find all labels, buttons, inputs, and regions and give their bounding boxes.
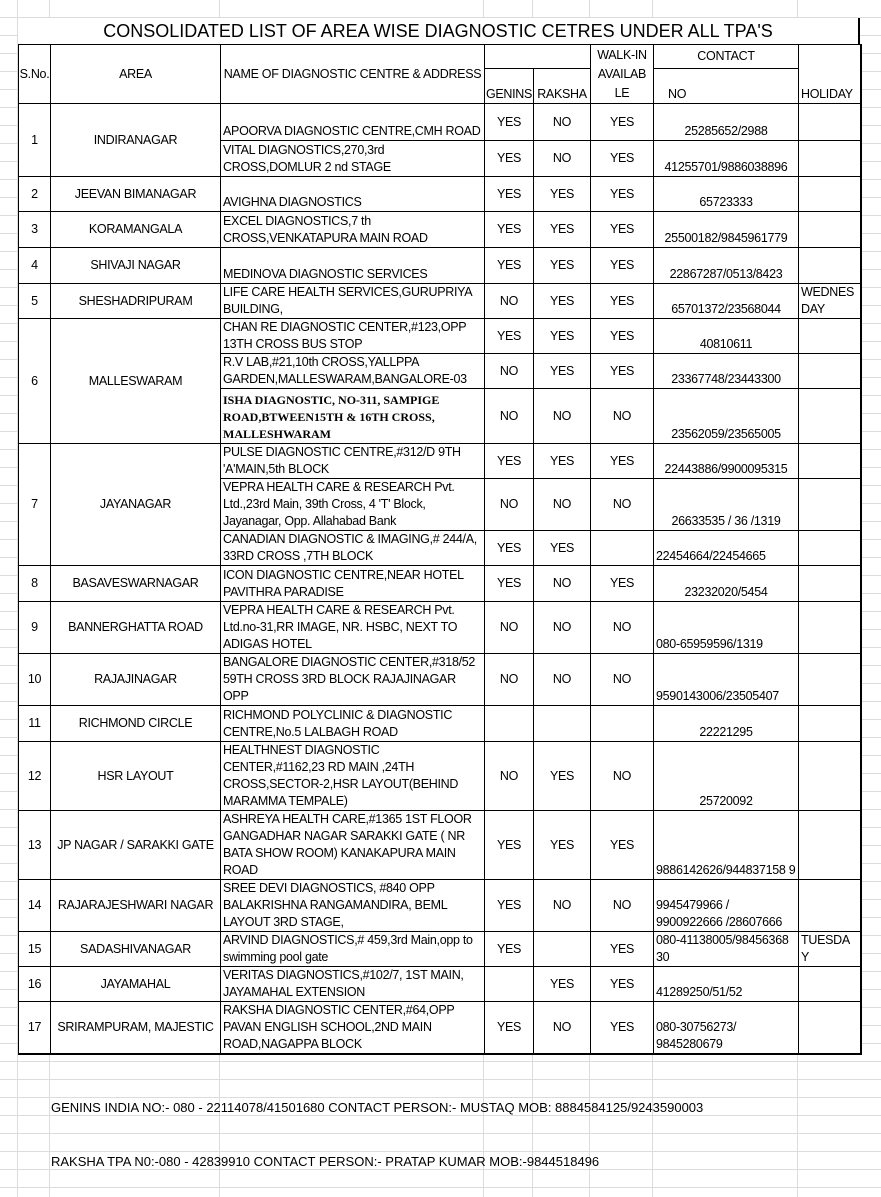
serial-number: 14 — [19, 880, 51, 932]
holiday — [799, 602, 861, 654]
contact-number: 9945479966 / 9900922666 /28607666 — [654, 880, 799, 932]
genins-status: YES — [485, 444, 534, 479]
walkin-status — [591, 706, 654, 742]
contact-number: 26633535 / 36 /1319 — [654, 479, 799, 531]
walkin-status: YES — [591, 248, 654, 284]
area-name: SHIVAJI NAGAR — [51, 248, 221, 284]
raksha-status: YES — [534, 354, 591, 389]
walkin-status: NO — [591, 742, 654, 811]
walkin-status — [591, 531, 654, 566]
walkin-status: YES — [591, 177, 654, 212]
holiday — [799, 212, 861, 248]
raksha-status — [534, 932, 591, 967]
header-sno: S.No. — [19, 45, 51, 104]
walkin-status: YES — [591, 566, 654, 602]
walkin-status: YES — [591, 811, 654, 880]
centre-name-address: ISHA DIAGNOSTIC, NO-311, SAMPIGE ROAD,BTWEEN15TH & 16TH CROSS, MALLESHWARAM — [221, 389, 485, 444]
walkin-status: NO — [591, 654, 654, 706]
header-walkin: WALK-IN AVAILAB LE — [591, 45, 654, 104]
area-name: JAYANAGAR — [51, 444, 221, 566]
table-row — [19, 602, 861, 654]
contact-number: 22454664/22454665 — [654, 531, 799, 566]
serial-number: 4 — [19, 248, 51, 284]
genins-status: YES — [485, 319, 534, 354]
raksha-status: NO — [534, 880, 591, 932]
area-name: SRIRAMPURAM, MAJESTIC — [51, 1002, 221, 1055]
table-row — [19, 932, 861, 967]
area-name: SHESHADRIPURAM — [51, 284, 221, 319]
area-name: INDIRANAGAR — [51, 104, 221, 177]
area-name: HSR LAYOUT — [51, 742, 221, 811]
walkin-status: YES — [591, 354, 654, 389]
holiday — [799, 566, 861, 602]
genins-status: YES — [485, 104, 534, 141]
raksha-status: NO — [534, 1002, 591, 1055]
raksha-status: YES — [534, 248, 591, 284]
table-row — [19, 104, 861, 141]
genins-status: YES — [485, 248, 534, 284]
contact-number: 23367748/23443300 — [654, 354, 799, 389]
genins-status: NO — [485, 479, 534, 531]
area-name: RAJARAJESHWARI NAGAR — [51, 880, 221, 932]
table-row — [19, 967, 861, 1002]
contact-number: 22867287/0513/8423 — [654, 248, 799, 284]
table-row — [19, 177, 861, 212]
holiday — [799, 531, 861, 566]
raksha-status: YES — [534, 531, 591, 566]
centre-name-address: RICHMOND POLYCLINIC & DIAGNOSTIC CENTRE,No.5 LALBAGH ROAD — [221, 706, 485, 742]
holiday — [799, 742, 861, 811]
genins-status: YES — [485, 811, 534, 880]
raksha-status: NO — [534, 602, 591, 654]
genins-status: YES — [485, 1002, 534, 1055]
holiday — [799, 104, 861, 141]
genins-status — [485, 967, 534, 1002]
holiday — [799, 444, 861, 479]
raksha-status: NO — [534, 389, 591, 444]
header-holiday: HOLIDAY — [799, 45, 861, 104]
raksha-status: NO — [534, 654, 591, 706]
area-name: RAJAJINAGAR — [51, 654, 221, 706]
serial-number: 12 — [19, 742, 51, 811]
raksha-status: YES — [534, 444, 591, 479]
walkin-status: YES — [591, 212, 654, 248]
holiday — [799, 1002, 861, 1055]
raksha-status: YES — [534, 811, 591, 880]
area-name: MALLESWARAM — [51, 319, 221, 444]
table-row — [19, 319, 861, 354]
genins-contact-note: GENINS INDIA NO:- 080 - 22114078/41501680 CONTACT PERSON:- MUSTAQ MOB: 8884584125/9243590003 — [51, 1100, 704, 1115]
serial-number: 2 — [19, 177, 51, 212]
holiday — [799, 479, 861, 531]
genins-status: YES — [485, 932, 534, 967]
serial-number: 13 — [19, 811, 51, 880]
holiday — [799, 654, 861, 706]
genins-status — [485, 706, 534, 742]
centre-name-address: MEDINOVA DIAGNOSTIC SERVICES — [221, 248, 485, 284]
centre-name-address: AVIGHNA DIAGNOSTICS — [221, 177, 485, 212]
walkin-status: NO — [591, 880, 654, 932]
walkin-status: YES — [591, 284, 654, 319]
header-contact-no: NO — [654, 69, 799, 104]
header-name: NAME OF DIAGNOSTIC CENTRE & ADDRESS — [221, 45, 485, 104]
walkin-status: YES — [591, 104, 654, 141]
contact-number: 23562059/23565005 — [654, 389, 799, 444]
genins-status: NO — [485, 602, 534, 654]
holiday — [799, 248, 861, 284]
holiday — [799, 354, 861, 389]
area-name: BANNERGHATTA ROAD — [51, 602, 221, 654]
contact-number: 080-30756273/ 9845280679 — [654, 1002, 799, 1055]
area-name: KORAMANGALA — [51, 212, 221, 248]
walkin-status: YES — [591, 444, 654, 479]
holiday — [799, 141, 861, 177]
serial-number: 3 — [19, 212, 51, 248]
contact-number: 65723333 — [654, 177, 799, 212]
table-row — [19, 742, 861, 811]
area-name: SADASHIVANAGAR — [51, 932, 221, 967]
raksha-status: YES — [534, 319, 591, 354]
centre-name-address: SREE DEVI DIAGNOSTICS, #840 OPP BALAKRISHNA RANGAMANDIRA, BEML LAYOUT 3RD STAGE, — [221, 880, 485, 932]
table-row — [19, 811, 861, 880]
serial-number: 9 — [19, 602, 51, 654]
raksha-status: NO — [534, 479, 591, 531]
genins-status: NO — [485, 284, 534, 319]
contact-number: 23232020/5454 — [654, 566, 799, 602]
table-row — [19, 444, 861, 479]
genins-status: NO — [485, 742, 534, 811]
genins-status: YES — [485, 212, 534, 248]
serial-number: 6 — [19, 319, 51, 444]
centre-name-address: VEPRA HEALTH CARE & RESEARCH Pvt. Ltd.,23rd Main, 39th Cross, 4 'T' Block, Jayanagar, Opp. Allahabad Bank — [221, 479, 485, 531]
raksha-status: YES — [534, 177, 591, 212]
centre-name-address: ICON DIAGNOSTIC CENTRE,NEAR HOTEL PAVITHRA PARADISE — [221, 566, 485, 602]
walkin-status: NO — [591, 602, 654, 654]
centre-name-address: ASHREYA HEALTH CARE,#1365 1ST FLOOR GANGADHAR NAGAR SARAKKI GATE ( NR BATA SHOW ROOM) KANAKAPURA MAIN ROAD — [221, 811, 485, 880]
serial-number: 16 — [19, 967, 51, 1002]
holiday — [799, 967, 861, 1002]
centre-name-address: CHAN RE DIAGNOSTIC CENTER,#123,OPP 13TH CROSS BUS STOP — [221, 319, 485, 354]
area-name: JEEVAN BIMANAGAR — [51, 177, 221, 212]
serial-number: 11 — [19, 706, 51, 742]
table-row — [19, 706, 861, 742]
raksha-status: NO — [534, 141, 591, 177]
centre-name-address: BANGALORE DIAGNOSTIC CENTER,#318/52 59TH CROSS 3RD BLOCK RAJAJINAGAR OPP — [221, 654, 485, 706]
holiday — [799, 389, 861, 444]
holiday — [799, 706, 861, 742]
centre-name-address: VEPRA HEALTH CARE & RESEARCH Pvt. Ltd.no-31,RR IMAGE, NR. HSBC, NEXT TO ADIGAS HOTEL — [221, 602, 485, 654]
centre-name-address: RAKSHA DIAGNOSTIC CENTER,#64,OPP PAVAN ENGLISH SCHOOL,2ND MAIN ROAD,NAGAPPA BLOCK — [221, 1002, 485, 1055]
centre-name-address: R.V LAB,#21,10th CROSS,YALLPPA GARDEN,MALLESWARAM,BANGALORE-03 — [221, 354, 485, 389]
genins-status: YES — [485, 141, 534, 177]
centre-name-address: VERITAS DIAGNOSTICS,#102/7, 1ST MAIN, JAYAMAHAL EXTENSION — [221, 967, 485, 1002]
genins-status: YES — [485, 177, 534, 212]
contact-number: 40810611 — [654, 319, 799, 354]
table-row — [19, 284, 861, 319]
diagnostic-centres-table — [18, 44, 862, 1055]
contact-number: 41289250/51/52 — [654, 967, 799, 1002]
page-title: CONSOLIDATED LIST OF AREA WISE DIAGNOSTIC CETRES UNDER ALL TPA'S — [18, 18, 860, 44]
table-row — [19, 566, 861, 602]
header-contact: CONTACT — [654, 45, 799, 69]
serial-number: 1 — [19, 104, 51, 177]
walkin-status: NO — [591, 389, 654, 444]
genins-status: NO — [485, 354, 534, 389]
header-raksha: RAKSHA — [534, 69, 591, 104]
genins-status: YES — [485, 880, 534, 932]
contact-number: 65701372/23568044 — [654, 284, 799, 319]
raksha-status: YES — [534, 284, 591, 319]
raksha-status: YES — [534, 742, 591, 811]
area-name: JAYAMAHAL — [51, 967, 221, 1002]
centre-name-address: LIFE CARE HEALTH SERVICES,GURUPRIYA BUILDING, — [221, 284, 485, 319]
genins-status: NO — [485, 389, 534, 444]
walkin-status: YES — [591, 141, 654, 177]
centre-name-address: VITAL DIAGNOSTICS,270,3rd CROSS,DOMLUR 2 nd STAGE — [221, 141, 485, 177]
centre-name-address: ARVIND DIAGNOSTICS,# 459,3rd Main,opp to swimming pool gate — [221, 932, 485, 967]
raksha-status: NO — [534, 104, 591, 141]
contact-number: 9886142626/944837158 9 — [654, 811, 799, 880]
serial-number: 15 — [19, 932, 51, 967]
holiday: WEDNES DAY — [799, 284, 861, 319]
centre-name-address: APOORVA DIAGNOSTIC CENTRE,CMH ROAD — [221, 104, 485, 141]
contact-number: 080-41138005/98456368 30 — [654, 932, 799, 967]
walkin-status: YES — [591, 319, 654, 354]
centre-name-address: CANADIAN DIAGNOSTIC & IMAGING,# 244/A, 33RD CROSS ,7TH BLOCK — [221, 531, 485, 566]
raksha-status: YES — [534, 212, 591, 248]
contact-number: 22443886/9900095315 — [654, 444, 799, 479]
contact-number: 9590143006/23505407 — [654, 654, 799, 706]
contact-number: 080-65959596/1319 — [654, 602, 799, 654]
contact-number: 41255701/9886038896 — [654, 141, 799, 177]
table-row — [19, 248, 861, 284]
area-name: BASAVESWARNAGAR — [51, 566, 221, 602]
holiday — [799, 880, 861, 932]
raksha-status: YES — [534, 967, 591, 1002]
area-name: RICHMOND CIRCLE — [51, 706, 221, 742]
serial-number: 17 — [19, 1002, 51, 1055]
holiday: TUESDA Y — [799, 932, 861, 967]
header-genins: GENINS — [485, 69, 534, 104]
serial-number: 8 — [19, 566, 51, 602]
centre-name-address: PULSE DIAGNOSTIC CENTRE,#312/D 9TH 'A'MAIN,5th BLOCK — [221, 444, 485, 479]
contact-number: 25720092 — [654, 742, 799, 811]
serial-number: 5 — [19, 284, 51, 319]
holiday — [799, 811, 861, 880]
contact-number: 25500182/9845961779 — [654, 212, 799, 248]
centre-name-address: EXCEL DIAGNOSTICS,7 th CROSS,VENKATAPURA MAIN ROAD — [221, 212, 485, 248]
holiday — [799, 177, 861, 212]
walkin-status: YES — [591, 967, 654, 1002]
raksha-status: NO — [534, 566, 591, 602]
walkin-status: YES — [591, 932, 654, 967]
holiday — [799, 319, 861, 354]
table-row — [19, 1002, 861, 1055]
area-name: JP NAGAR / SARAKKI GATE — [51, 811, 221, 880]
header-tpa-group — [485, 45, 591, 69]
serial-number: 10 — [19, 654, 51, 706]
table-row — [19, 212, 861, 248]
contact-number: 25285652/2988 — [654, 104, 799, 141]
walkin-status: NO — [591, 479, 654, 531]
genins-status: NO — [485, 654, 534, 706]
header-area: AREA — [51, 45, 221, 104]
walkin-status: YES — [591, 1002, 654, 1055]
centre-name-address: HEALTHNEST DIAGNOSTIC CENTER,#1162,23 RD MAIN ,24TH CROSS,SECTOR-2,HSR LAYOUT(BEHIND MARAMMA TEMPALE) — [221, 742, 485, 811]
raksha-status — [534, 706, 591, 742]
contact-number: 22221295 — [654, 706, 799, 742]
genins-status: YES — [485, 566, 534, 602]
serial-number: 7 — [19, 444, 51, 566]
table-row — [19, 654, 861, 706]
genins-status: YES — [485, 531, 534, 566]
raksha-contact-note: RAKSHA TPA N0:-080 - 42839910 CONTACT PERSON:- PRATAP KUMAR MOB:-9844518496 — [51, 1154, 600, 1169]
table-row — [19, 880, 861, 932]
